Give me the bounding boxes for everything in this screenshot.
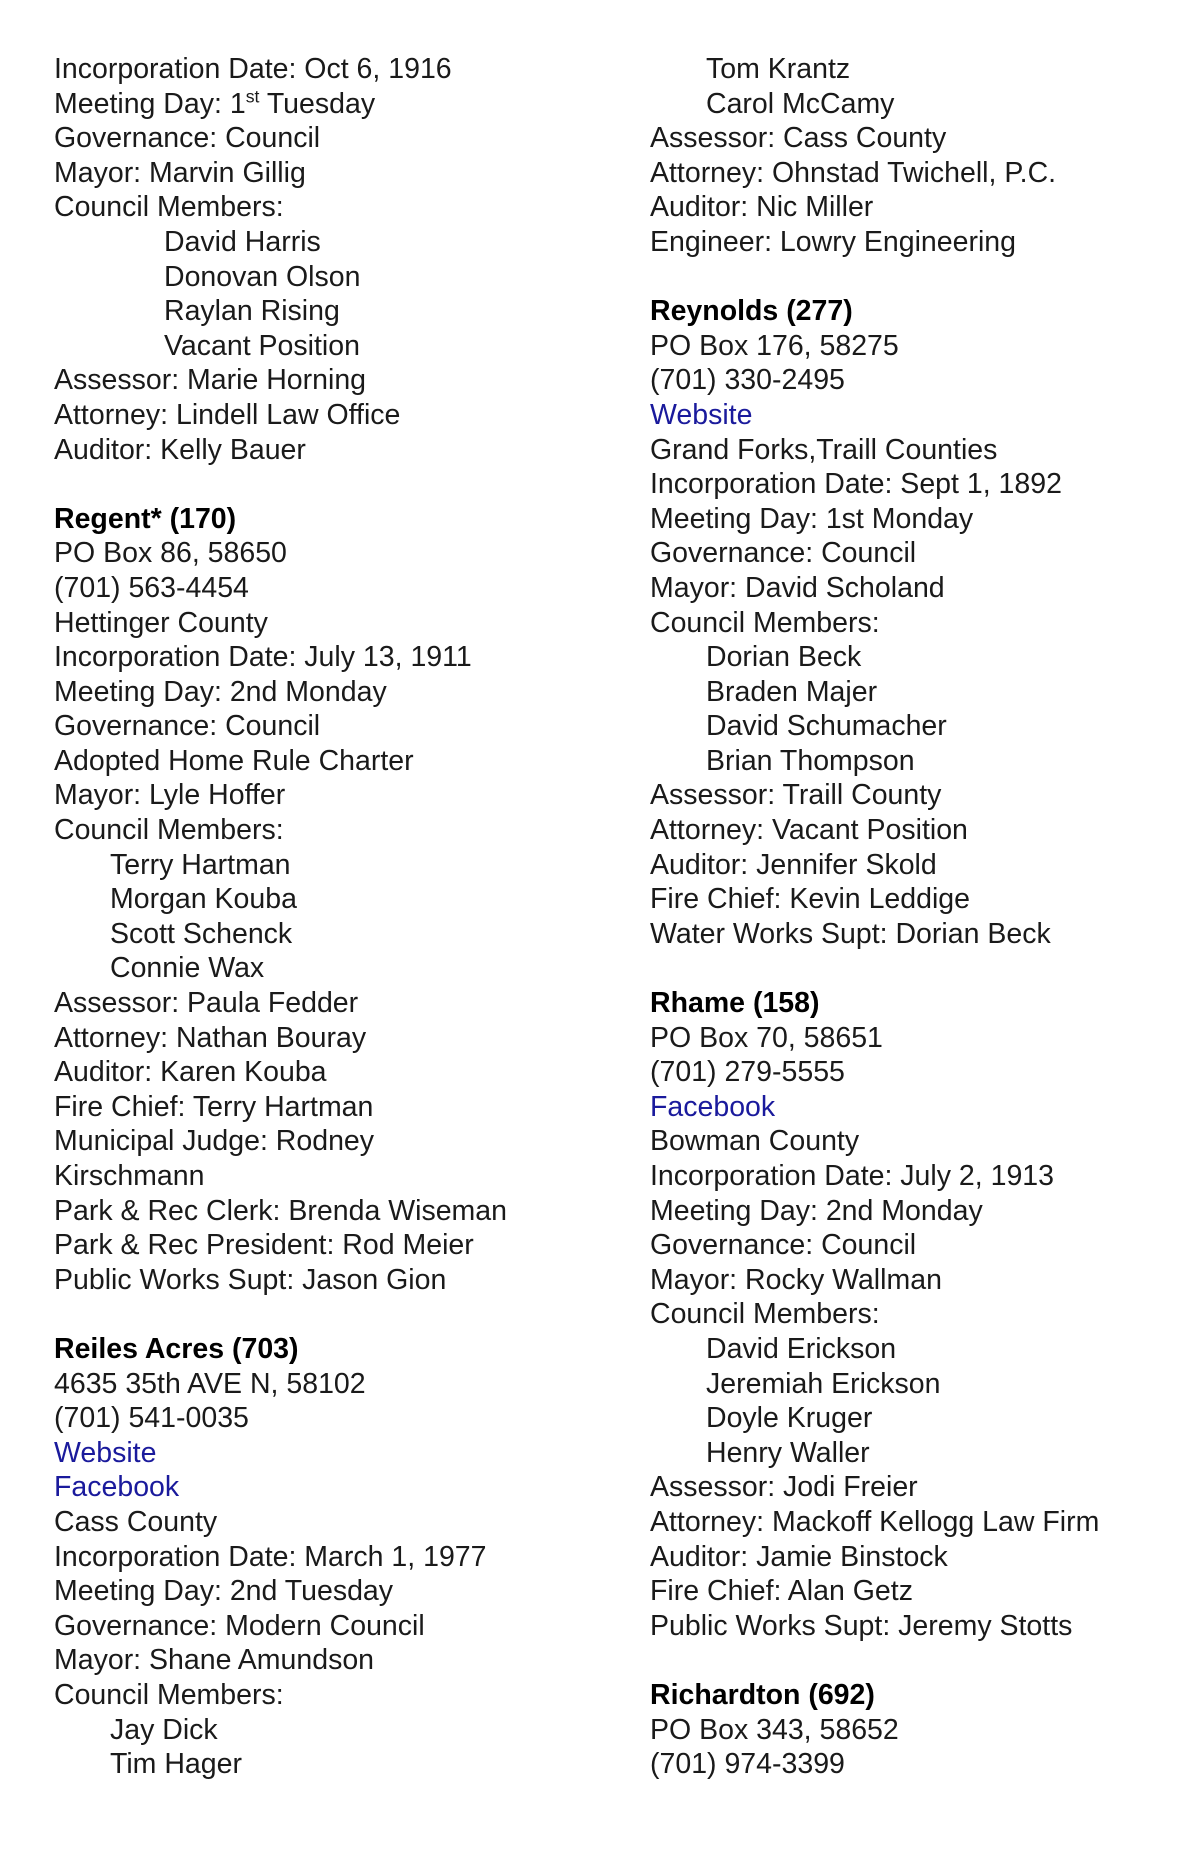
line-text: Park & Rec Clerk: Brenda Wiseman: [54, 1194, 507, 1227]
line-text: Incorporation Date: Oct 6, 1916: [54, 53, 452, 85]
entry-line: [650, 87, 1190, 122]
entry-line: [650, 675, 1190, 710]
line-text: PO Box 176, 58275: [650, 329, 899, 362]
line-text: Governance: Council: [54, 710, 321, 743]
line-text: Mayor: Rocky Wallman: [650, 1263, 942, 1296]
entry-line: [54, 917, 614, 952]
entry-line: [650, 778, 1190, 813]
entry-line: [650, 467, 1190, 502]
entry-line: [650, 502, 1190, 537]
city-heading: [54, 1332, 614, 1367]
entry-line: [54, 536, 614, 571]
line-text: Council Members:: [54, 191, 284, 224]
line-text: PO Box 70, 58651: [650, 1021, 883, 1054]
entry-line: [650, 1159, 1190, 1194]
entry-line: [54, 1401, 614, 1436]
line-text: Attorney: Nathan Bouray: [54, 1021, 367, 1054]
entry-line: [650, 640, 1190, 675]
entry-line: [650, 1021, 1190, 1056]
entry-line: [650, 882, 1190, 917]
line-text: Donovan Olson: [164, 260, 361, 293]
entry-line: [54, 121, 614, 156]
line-text: Fire Chief: Terry Hartman: [54, 1090, 374, 1123]
right-column: [650, 52, 1190, 1782]
line-text: Tim Hager: [110, 1748, 242, 1781]
line-text: Engineer: Lowry Engineering: [650, 225, 1016, 258]
entry-line: [650, 1297, 1190, 1332]
entry-line: [54, 1228, 614, 1263]
entry-line: [650, 1263, 1190, 1298]
line-text: PO Box 86, 58650: [54, 537, 287, 570]
city-heading: [650, 294, 1190, 329]
entry-line: [650, 329, 1190, 364]
city-heading: [650, 986, 1190, 1021]
line-text: Assessor: Paula Fedder: [54, 987, 359, 1020]
entry-line: [650, 571, 1190, 606]
line-text: Meeting Day: 1st Monday: [650, 502, 974, 535]
line-text: Incorporation Date: July 2, 1913: [650, 1160, 1054, 1192]
line-text: Council Members:: [54, 1678, 284, 1711]
line-text: David Erickson: [706, 1332, 897, 1365]
line-text: Assessor: Cass County: [650, 122, 947, 155]
line-text: Incorporation Date: July 13, 1911: [54, 641, 472, 674]
line-text: Council Members:: [54, 814, 284, 847]
entry-line: [54, 640, 614, 675]
line-text: Connie Wax: [110, 952, 265, 985]
entry-line: [650, 1574, 1190, 1609]
line-text: (701) 541-0035: [54, 1402, 249, 1435]
line-text: Rhame (158): [650, 987, 820, 1020]
line-text: Public Works Supt: Jeremy Stotts: [650, 1609, 1073, 1642]
entry-line: [650, 917, 1190, 952]
entry-line: [54, 1159, 614, 1194]
line-text: Tom Krantz: [706, 53, 851, 85]
entry-line: [650, 1747, 1190, 1782]
line-text: (701) 974-3399: [650, 1748, 845, 1781]
entry-line: [54, 190, 614, 225]
line-text: Terry Hartman: [110, 848, 291, 881]
entry-line: [650, 813, 1190, 848]
website-link[interactable]: [54, 1436, 614, 1471]
website-link[interactable]: [650, 398, 1190, 433]
entry-line: [54, 1263, 614, 1298]
entry-line: [54, 363, 614, 398]
entry-line: [54, 433, 614, 468]
entry-line: [650, 1401, 1190, 1436]
line-text: 4635 35th AVE N, 58102: [54, 1367, 366, 1400]
line-text: Dorian Beck: [706, 641, 862, 674]
line-text: Auditor: Nic Miller: [650, 191, 874, 224]
line-text: (701) 330-2495: [650, 364, 845, 397]
entry-line: [54, 156, 614, 191]
line-text[interactable]: Website: [54, 1436, 157, 1469]
line-text: (701) 279-5555: [650, 1056, 845, 1089]
city-heading: [54, 502, 614, 537]
line-text: Kirschmann: [54, 1160, 205, 1192]
line-text: Meeting Day: 1: [54, 87, 246, 120]
line-text: Regent* (170): [54, 502, 237, 535]
entry-line: [650, 363, 1190, 398]
line-text: Raylan Rising: [164, 295, 340, 328]
line-text: Jay Dick: [110, 1713, 218, 1746]
entry-line: [54, 1747, 614, 1782]
entry-line: [54, 1678, 614, 1713]
line-text: Mayor: Marvin Gillig: [54, 156, 306, 189]
line-text: Mayor: Lyle Hoffer: [54, 779, 286, 812]
line-text: Cass County: [54, 1505, 218, 1538]
line-text: Governance: Council: [54, 122, 321, 155]
line-text[interactable]: Facebook: [650, 1090, 776, 1123]
entry-line: [650, 1194, 1190, 1229]
entry-line: [650, 1228, 1190, 1263]
line-text: Meeting Day: 2nd Monday: [54, 675, 387, 708]
entry-line: [54, 1505, 614, 1540]
line-text: Attorney: Vacant Position: [650, 814, 968, 847]
line-text[interactable]: Facebook: [54, 1471, 180, 1504]
spacer: [650, 260, 1190, 295]
entry-line: [650, 225, 1190, 260]
entry-line: [54, 744, 614, 779]
entry-line: [650, 1367, 1190, 1402]
entry-line: [650, 1124, 1190, 1159]
line-text: Braden Majer: [706, 675, 878, 708]
line-text: Auditor: Kelly Bauer: [54, 433, 306, 466]
entry-line: [650, 1540, 1190, 1575]
entry-line: [650, 121, 1190, 156]
entry-line: [650, 709, 1190, 744]
line-text: Adopted Home Rule Charter: [54, 744, 414, 777]
line-text: Council Members:: [650, 606, 880, 639]
entry-line: [54, 398, 614, 433]
line-text: Park & Rec President: Rod Meier: [54, 1229, 474, 1262]
entry-line: [54, 1609, 614, 1644]
entry-line: [650, 1055, 1190, 1090]
line-text-continued: Tuesday: [259, 87, 376, 120]
line-text: Auditor: Karen Kouba: [54, 1056, 327, 1089]
entry-line: [54, 225, 614, 260]
entry-line: [54, 813, 614, 848]
line-text: Meeting Day: 2nd Tuesday: [54, 1575, 394, 1608]
line-text: David Harris: [164, 225, 321, 258]
spacer: [54, 1297, 614, 1332]
line-text: Reynolds (277): [650, 295, 853, 328]
entry-line: [650, 1470, 1190, 1505]
entry-line: [54, 951, 614, 986]
entry-line: [54, 1713, 614, 1748]
line-text: Mayor: David Scholand: [650, 571, 945, 604]
entry-line: [650, 190, 1190, 225]
entry-line: [54, 1367, 614, 1402]
entry-line: [650, 744, 1190, 779]
entry-line: [54, 848, 614, 883]
spacer: [650, 1643, 1190, 1678]
line-text: Municipal Judge: Rodney: [54, 1125, 375, 1158]
line-text: Fire Chief: Alan Getz: [650, 1575, 913, 1608]
ordinal-suffix: st: [245, 86, 260, 107]
entry-line: [54, 986, 614, 1021]
facebook-link[interactable]: [650, 1090, 1190, 1125]
line-text: Assessor: Traill County: [650, 779, 942, 812]
entry-line: [650, 433, 1190, 468]
entry-line: [54, 571, 614, 606]
line-text: Attorney: Mackoff Kellogg Law Firm: [650, 1505, 1100, 1538]
line-text: Jeremiah Erickson: [706, 1367, 941, 1400]
line-text: Governance: Council: [650, 537, 917, 570]
line-text: David Schumacher: [706, 710, 947, 743]
spacer: [650, 951, 1190, 986]
line-text: Mayor: Shane Amundson: [54, 1644, 375, 1677]
entry-line: [54, 1090, 614, 1125]
line-text: Council Members:: [650, 1298, 880, 1331]
entry-line: [650, 156, 1190, 191]
entry-line: [650, 1505, 1190, 1540]
entry-line: [54, 329, 614, 364]
entry-line: [54, 1021, 614, 1056]
entry-line: [54, 778, 614, 813]
entry-line: [54, 87, 614, 122]
line-text: Bowman County: [650, 1125, 860, 1158]
entry-line: [650, 1609, 1190, 1644]
entry-line: [650, 606, 1190, 641]
line-text: Fire Chief: Kevin Leddige: [650, 883, 971, 916]
line-text: Public Works Supt: Jason Gion: [54, 1263, 447, 1296]
line-text: Attorney: Lindell Law Office: [54, 398, 401, 431]
line-text: Reiles Acres (703): [54, 1332, 299, 1365]
entry-line: [54, 260, 614, 295]
entry-line: [54, 882, 614, 917]
line-text: Vacant Position: [164, 329, 360, 362]
entry-line: [54, 675, 614, 710]
facebook-link[interactable]: [54, 1470, 614, 1505]
entry-line: [54, 1194, 614, 1229]
entry-line: [650, 52, 1190, 87]
line-text: Meeting Day: 2nd Monday: [650, 1194, 983, 1227]
entry-line: [650, 1332, 1190, 1367]
line-text: Auditor: Jamie Binstock: [650, 1540, 948, 1573]
line-text: Henry Waller: [706, 1436, 870, 1469]
line-text: Incorporation Date: March 1, 1977: [54, 1540, 487, 1573]
line-text: Scott Schenck: [110, 917, 293, 950]
line-text: Morgan Kouba: [110, 883, 297, 916]
line-text: Brian Thompson: [706, 744, 915, 777]
line-text: Incorporation Date: Sept 1, 1892: [650, 468, 1062, 501]
line-text: Attorney: Ohnstad Twichell, P.C.: [650, 156, 1057, 189]
line-text: Governance: Modern Council: [54, 1609, 425, 1642]
line-text: (701) 563-4454: [54, 571, 249, 604]
entry-line: [54, 1574, 614, 1609]
spacer: [54, 467, 614, 502]
line-text: Assessor: Marie Horning: [54, 364, 367, 397]
entry-line: [650, 1436, 1190, 1471]
line-text: PO Box 343, 58652: [650, 1713, 899, 1746]
entry-line: [54, 1124, 614, 1159]
entry-line: [650, 536, 1190, 571]
line-text: Water Works Supt: Dorian Beck: [650, 917, 1051, 950]
entry-line: [650, 848, 1190, 883]
left-column: [54, 52, 614, 1782]
entry-line: [54, 709, 614, 744]
entry-line: [54, 606, 614, 641]
entry-line: [54, 294, 614, 329]
line-text: Carol McCamy: [706, 87, 895, 120]
entry-line: [54, 52, 614, 87]
entry-line: [650, 1713, 1190, 1748]
city-heading: [650, 1678, 1190, 1713]
line-text: Governance: Council: [650, 1229, 917, 1262]
line-text: Grand Forks,Traill Counties: [650, 433, 998, 466]
entry-line: [54, 1643, 614, 1678]
line-text: Richardton (692): [650, 1678, 875, 1711]
line-text: Doyle Kruger: [706, 1402, 873, 1435]
line-text[interactable]: Website: [650, 398, 753, 431]
entry-line: [54, 1540, 614, 1575]
entry-line: [54, 1055, 614, 1090]
line-text: Hettinger County: [54, 606, 268, 639]
line-text: Auditor: Jennifer Skold: [650, 848, 937, 881]
line-text: Assessor: Jodi Freier: [650, 1471, 918, 1504]
